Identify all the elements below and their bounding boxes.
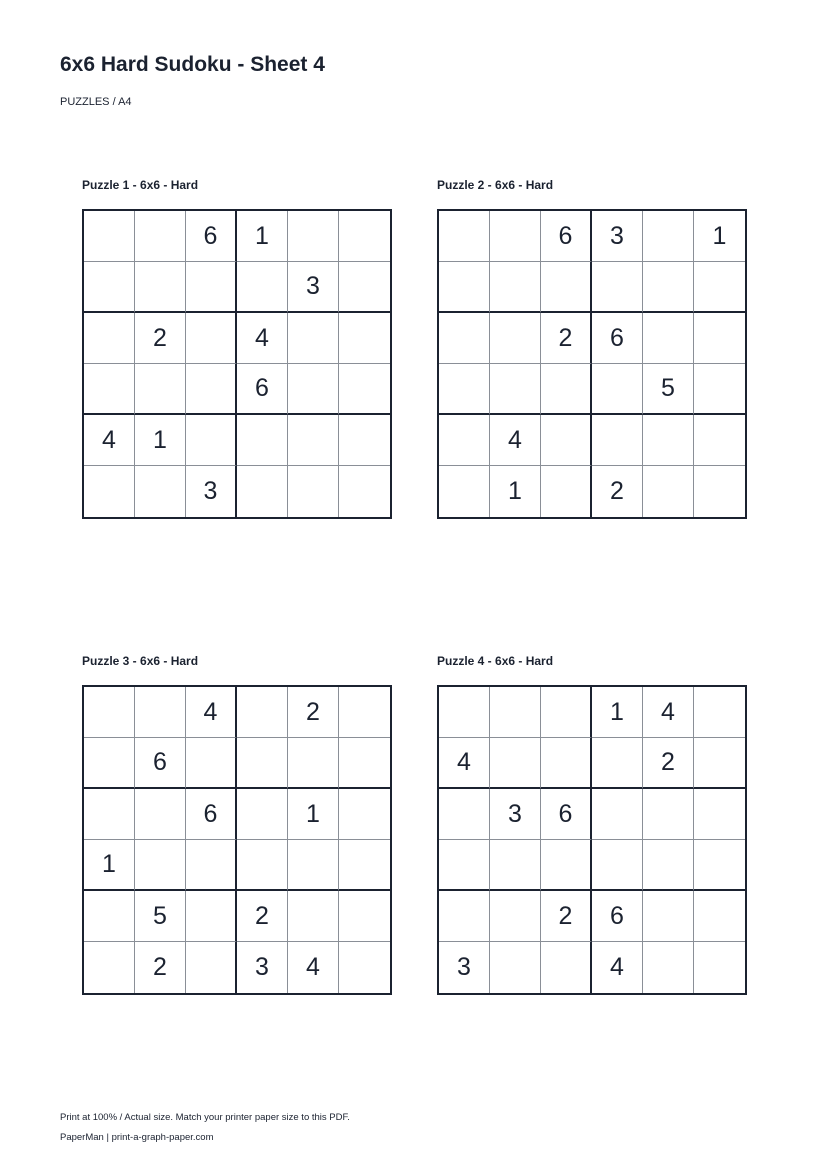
sudoku-cell — [186, 942, 237, 993]
sudoku-cell — [186, 364, 237, 415]
sudoku-cell — [186, 738, 237, 789]
sudoku-cell — [439, 466, 490, 517]
sudoku-grid — [82, 685, 392, 995]
sudoku-cell: 6 — [592, 891, 643, 942]
sudoku-cell — [84, 942, 135, 993]
sudoku-cell: 4 — [237, 313, 288, 364]
sudoku-cell — [237, 687, 288, 738]
sudoku-cell — [288, 415, 339, 466]
sudoku-cell — [592, 415, 643, 466]
sudoku-cell — [541, 466, 592, 517]
sudoku-cell — [643, 313, 694, 364]
sudoku-cell: 2 — [135, 942, 186, 993]
sudoku-cell: 5 — [643, 364, 694, 415]
sudoku-cell — [541, 262, 592, 313]
sudoku-cell: 1 — [592, 687, 643, 738]
sudoku-cell — [84, 211, 135, 262]
sudoku-cell — [288, 891, 339, 942]
sudoku-grid — [437, 209, 747, 519]
sudoku-cell — [135, 364, 186, 415]
sudoku-cell — [694, 942, 745, 993]
sudoku-cell: 4 — [439, 738, 490, 789]
sudoku-cell — [288, 840, 339, 891]
sudoku-cell — [339, 415, 390, 466]
sudoku-cell: 2 — [643, 738, 694, 789]
sudoku-cell — [186, 262, 237, 313]
sudoku-cell: 1 — [237, 211, 288, 262]
sudoku-cell: 4 — [186, 687, 237, 738]
sudoku-cell — [84, 789, 135, 840]
sudoku-cell: 4 — [490, 415, 541, 466]
sudoku-cell — [541, 942, 592, 993]
page-subtitle: PUZZLES / A4 — [60, 96, 132, 108]
sudoku-cell — [439, 364, 490, 415]
sudoku-cell: 6 — [186, 789, 237, 840]
sudoku-cell — [288, 211, 339, 262]
sudoku-cell — [592, 364, 643, 415]
sudoku-cell — [541, 364, 592, 415]
sudoku-cell — [237, 262, 288, 313]
sudoku-cell — [339, 942, 390, 993]
sudoku-cell: 4 — [84, 415, 135, 466]
sudoku-cell — [694, 789, 745, 840]
sudoku-cell — [643, 466, 694, 517]
sudoku-cell: 2 — [135, 313, 186, 364]
sudoku-cell — [592, 738, 643, 789]
sudoku-cell: 2 — [592, 466, 643, 517]
print-instructions: Print at 100% / Actual size. Match your printer paper size to this PDF. — [60, 1112, 350, 1123]
puzzle-3 — [82, 654, 392, 995]
sudoku-cell — [84, 738, 135, 789]
puzzle-title: Puzzle 3 - 6x6 - Hard — [82, 654, 199, 668]
sudoku-cell: 2 — [237, 891, 288, 942]
sudoku-cell — [237, 789, 288, 840]
sudoku-cell — [439, 313, 490, 364]
sudoku-cell — [339, 466, 390, 517]
sudoku-cell — [135, 262, 186, 313]
sudoku-cell: 3 — [490, 789, 541, 840]
sudoku-cell — [694, 262, 745, 313]
sudoku-cell — [339, 789, 390, 840]
sudoku-cell — [592, 789, 643, 840]
sudoku-cell: 1 — [288, 789, 339, 840]
sudoku-cell — [84, 313, 135, 364]
sudoku-cell: 4 — [592, 942, 643, 993]
puzzle-1 — [82, 178, 392, 519]
sudoku-cell — [186, 313, 237, 364]
sudoku-cell — [490, 364, 541, 415]
sudoku-cell — [135, 840, 186, 891]
sudoku-cell: 6 — [186, 211, 237, 262]
sudoku-cell — [490, 942, 541, 993]
sudoku-cell: 1 — [694, 211, 745, 262]
sudoku-cell — [339, 313, 390, 364]
sudoku-cell — [439, 840, 490, 891]
sudoku-grid — [437, 685, 747, 995]
puzzle-title: Puzzle 1 - 6x6 - Hard — [82, 178, 199, 192]
sudoku-cell: 3 — [288, 262, 339, 313]
sudoku-cell — [541, 840, 592, 891]
sudoku-cell — [592, 840, 643, 891]
sudoku-cell — [186, 840, 237, 891]
sudoku-cell — [84, 466, 135, 517]
sudoku-cell — [84, 687, 135, 738]
sudoku-cell: 3 — [439, 942, 490, 993]
sudoku-cell: 1 — [84, 840, 135, 891]
sudoku-cell — [288, 313, 339, 364]
puzzle-2 — [437, 178, 747, 519]
sudoku-cell — [84, 364, 135, 415]
brand-credit: PaperMan | print-a-graph-paper.com — [60, 1132, 214, 1143]
sudoku-cell — [541, 687, 592, 738]
sudoku-cell — [490, 313, 541, 364]
sudoku-cell: 6 — [592, 313, 643, 364]
sudoku-cell — [439, 211, 490, 262]
sudoku-cell — [135, 789, 186, 840]
sudoku-cell — [439, 262, 490, 313]
sudoku-cell — [84, 262, 135, 313]
sudoku-cell — [592, 262, 643, 313]
sudoku-cell: 6 — [541, 211, 592, 262]
sudoku-cell — [135, 211, 186, 262]
sudoku-cell: 6 — [237, 364, 288, 415]
sudoku-cell — [339, 211, 390, 262]
sudoku-cell — [237, 840, 288, 891]
sudoku-cell: 6 — [135, 738, 186, 789]
sudoku-cell: 1 — [490, 466, 541, 517]
sudoku-cell — [643, 840, 694, 891]
sudoku-cell: 2 — [288, 687, 339, 738]
sudoku-cell: 4 — [643, 687, 694, 738]
sudoku-cell — [186, 891, 237, 942]
sudoku-cell: 3 — [237, 942, 288, 993]
sudoku-cell — [490, 687, 541, 738]
sudoku-cell — [490, 262, 541, 313]
sudoku-cell — [541, 738, 592, 789]
sudoku-cell — [490, 211, 541, 262]
sudoku-cell: 3 — [186, 466, 237, 517]
sudoku-cell — [694, 313, 745, 364]
sudoku-cell — [339, 687, 390, 738]
sudoku-cell: 3 — [592, 211, 643, 262]
sudoku-cell — [186, 415, 237, 466]
sudoku-cell — [288, 364, 339, 415]
sudoku-cell — [339, 738, 390, 789]
sudoku-cell — [694, 891, 745, 942]
sudoku-grid — [82, 209, 392, 519]
sudoku-cell — [643, 415, 694, 466]
sudoku-cell — [135, 466, 186, 517]
sudoku-cell — [237, 738, 288, 789]
sudoku-cell: 2 — [541, 313, 592, 364]
sudoku-cell: 2 — [541, 891, 592, 942]
sudoku-cell — [339, 891, 390, 942]
sudoku-cell — [237, 466, 288, 517]
sudoku-cell — [490, 738, 541, 789]
sudoku-cell — [643, 891, 694, 942]
sudoku-cell: 1 — [135, 415, 186, 466]
sudoku-cell — [237, 415, 288, 466]
sudoku-cell — [643, 942, 694, 993]
page-title: 6x6 Hard Sudoku - Sheet 4 — [60, 53, 325, 76]
sudoku-cell — [694, 738, 745, 789]
sudoku-cell: 4 — [288, 942, 339, 993]
sudoku-cell: 6 — [541, 789, 592, 840]
sudoku-cell — [288, 466, 339, 517]
sudoku-cell: 5 — [135, 891, 186, 942]
sudoku-cell — [439, 789, 490, 840]
sudoku-cell — [541, 415, 592, 466]
sudoku-cell — [643, 789, 694, 840]
sudoku-cell — [339, 364, 390, 415]
sudoku-cell — [490, 891, 541, 942]
sudoku-cell — [694, 466, 745, 517]
sudoku-cell — [339, 840, 390, 891]
sudoku-cell — [643, 211, 694, 262]
sudoku-cell — [439, 415, 490, 466]
sudoku-cell — [439, 687, 490, 738]
puzzle-4 — [437, 654, 747, 995]
sudoku-cell — [694, 687, 745, 738]
sudoku-cell — [84, 891, 135, 942]
sudoku-cell — [694, 840, 745, 891]
sudoku-cell — [135, 687, 186, 738]
sudoku-cell — [439, 891, 490, 942]
sudoku-cell — [643, 262, 694, 313]
sudoku-cell — [339, 262, 390, 313]
sudoku-cell — [288, 738, 339, 789]
puzzle-title: Puzzle 4 - 6x6 - Hard — [437, 654, 554, 668]
puzzle-title: Puzzle 2 - 6x6 - Hard — [437, 178, 554, 192]
sudoku-cell — [694, 364, 745, 415]
sudoku-cell — [490, 840, 541, 891]
sudoku-cell — [694, 415, 745, 466]
